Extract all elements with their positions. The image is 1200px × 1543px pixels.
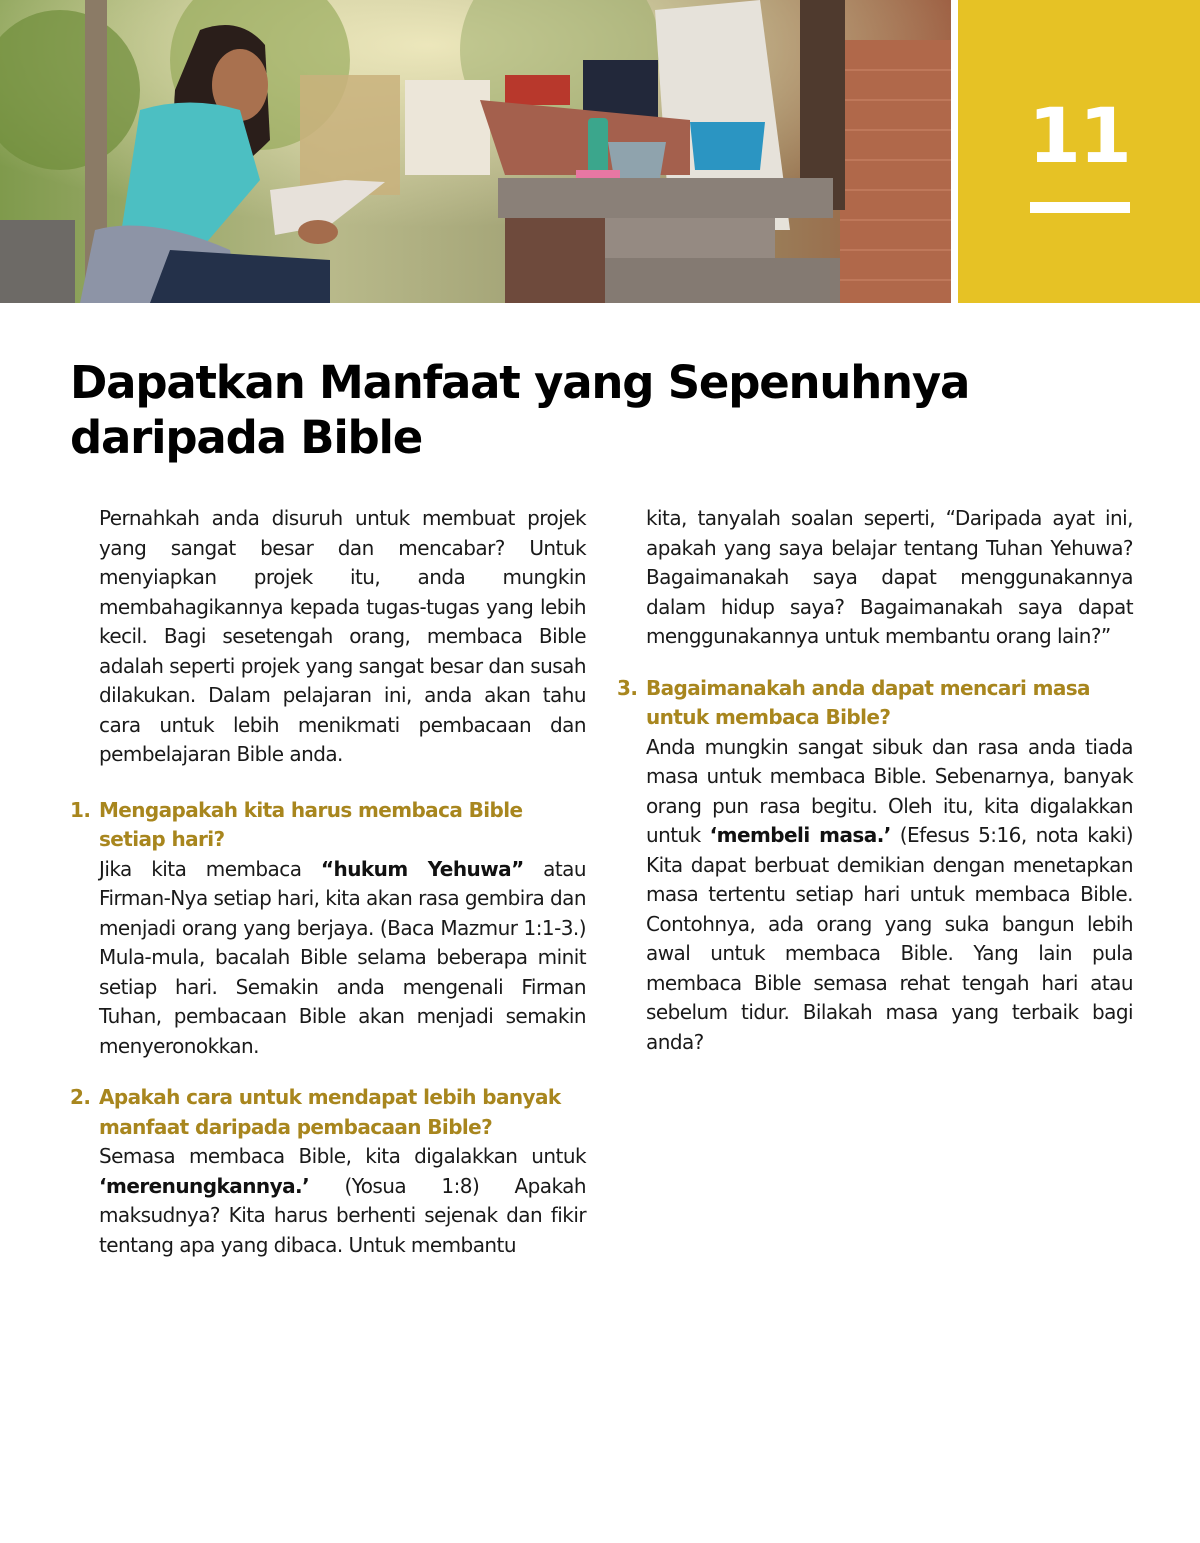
emphasis-text: “hukum Yehuwa” <box>320 856 524 881</box>
hero-photo <box>0 0 951 303</box>
question-1-number: 1. <box>70 797 91 822</box>
answer-text: Semasa membaca Bible, kita digalakkan untuk <box>99 1144 586 1168</box>
lesson-number-box <box>958 0 1200 303</box>
answer-text: Jika kita membaca <box>99 856 321 881</box>
question-3-answer <box>646 733 1133 1058</box>
question-1-text: Mengapakah kita harus membaca Bible setiap hari? <box>99 797 523 851</box>
page-title-line-1: Dapatkan Manfaat yang Sepenuhnya <box>70 356 970 409</box>
page-title-line-2: daripada Bible <box>70 411 423 464</box>
question-3-heading <box>617 674 1133 733</box>
emphasis-text: ‘merenungkannya.’ <box>99 1173 310 1198</box>
answer-text: atau Firman-Nya setiap hari, kita akan rasa gembira dan menjadi orang yang berjaya. (Baca Mazmur 1:1-3.) Mula-mula, bacalah Bible selama beberapa minit setiap hari. Semakin anda mengenali Firman Tuhan, pembacaan Bible akan menjadi semakin menyeronokkan. <box>99 856 586 1058</box>
question-2-text: Apakah cara untuk mendapat lebih banyak manfaat daripada pembacaan Bible? <box>99 1085 561 1139</box>
question-1-answer <box>99 855 586 1062</box>
lesson-number: 11 <box>1028 91 1130 180</box>
question-2-answer-continued: kita, tanyalah soalan seperti, “Daripada ayat ini, apakah yang saya belajar tentang Tuhan Yehuwa? Bagaimanakah saya dapat menggunakannya dalam hidup saya? Bagaimanakah saya dapat menggunakannya untuk membantu orang lain?” <box>646 506 1133 648</box>
answer-text: Anda mungkin sangat sibuk dan rasa anda tiada masa untuk membaca Bible. Sebenarnya, banyak orang pun rasa begitu. Oleh itu, kita digalakkan untuk <box>646 734 1133 847</box>
question-3-text: Bagaimanakah anda dapat mencari masa untuk membaca Bible? <box>646 675 1090 729</box>
left-column <box>70 504 586 1260</box>
intro-paragraph: Pernahkah anda disuruh untuk membuat projek yang sangat besar dan mencabar? Untuk menyiapkan projek itu, anda mungkin membahagikannya kepada tugas-tugas yang lebih kecil. Bagi sesetengah orang, membaca Bible adalah seperti projek yang sangat besar dan susah dilakukan. Dalam pelajaran ini, anda akan tahu cara untuk lebih menikmati pembacaan dan pembelajaran Bible anda. <box>99 506 586 766</box>
question-1-heading <box>70 796 586 855</box>
answer-text: (Yosua 1:8) Apakah maksudnya? Kita harus berhenti sejenak dan fikir tentang apa yang dibaca. Untuk membantu <box>99 1173 586 1257</box>
question-3-number: 3. <box>617 675 638 700</box>
hero-photo-illustration <box>0 0 951 303</box>
question-2-number: 2. <box>70 1085 91 1109</box>
answer-text: (Efesus 5:16, nota kaki) Kita dapat berbuat demikian dengan menetapkan masa tertentu setiap hari untuk membaca Bible. Contohnya, ada orang yang suka bangun lebih awal untuk membaca Bible. Yang lain pula membaca Bible semasa rehat tengah hari atau sebelum tidur. Bilakah masa yang terbaik bagi anda? <box>646 823 1133 1054</box>
question-2-answer <box>99 1142 586 1260</box>
right-column <box>617 504 1133 1057</box>
lesson-number-underline <box>1030 202 1130 213</box>
page-title <box>70 355 1070 465</box>
emphasis-text: ‘membeli masa.’ <box>709 823 891 847</box>
question-2-heading <box>70 1083 586 1142</box>
